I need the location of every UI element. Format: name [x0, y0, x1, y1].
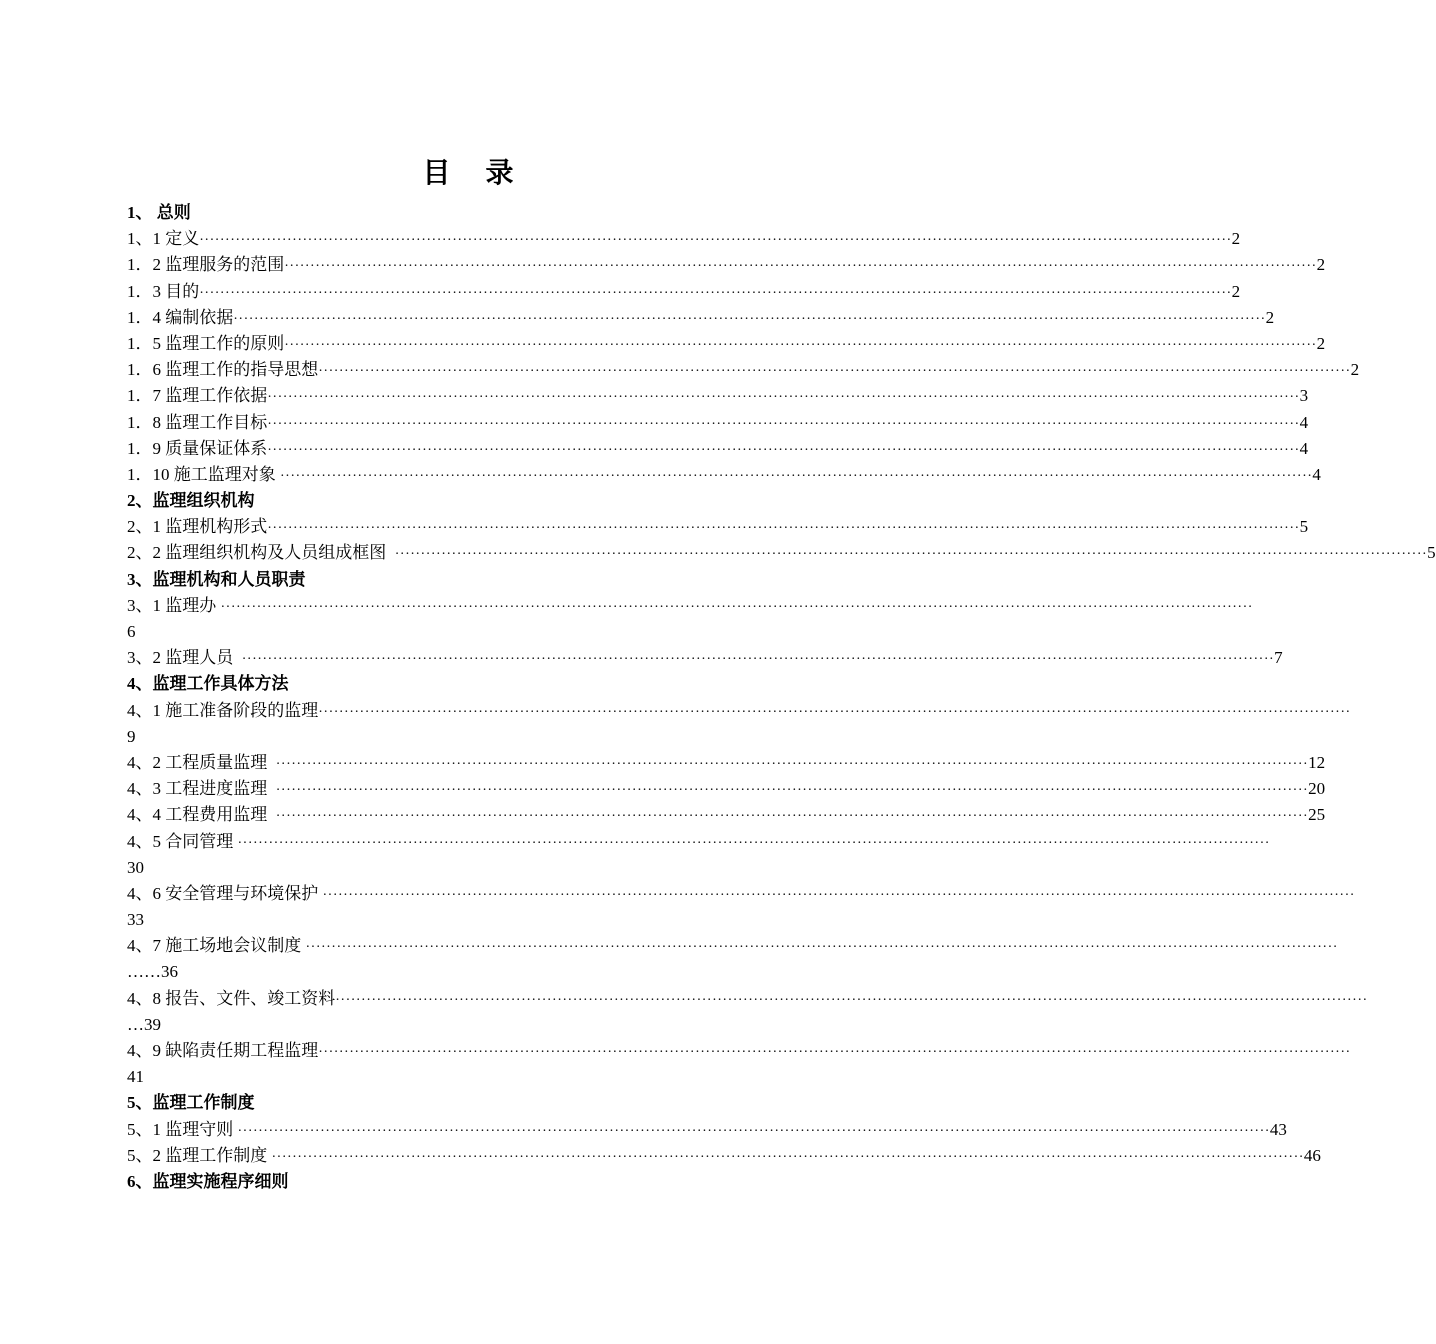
toc-entry-label: 1、1 定义 [127, 229, 200, 249]
toc-entry-label: 4、7 施工场地会议制度 [127, 936, 306, 956]
toc-entry [127, 226, 1241, 252]
toc-page-number: 7 [1274, 648, 1283, 668]
toc-leader-dots: ········································································································································································································ [305, 940, 1338, 956]
toc-leader-dots: ········································································································································································································ [318, 364, 1351, 380]
toc-leader-dots: ········································································································································································································ [275, 756, 1309, 772]
toc-entry [127, 514, 1309, 540]
toc-entry-label: 3、2 监理人员 [127, 648, 242, 668]
toc-entry [127, 279, 1241, 305]
toc-continuation: 41 [127, 1067, 144, 1087]
toc-entry [127, 1117, 1287, 1143]
toc-page-number: 25 [1308, 805, 1326, 825]
toc-heading: 1、 总则 [127, 203, 191, 222]
toc-leader-dots: ········································································································································································································ [322, 887, 1355, 903]
toc-entry [127, 1143, 1321, 1169]
toc-entry-label: 1．10 施工监理对象 [127, 464, 280, 484]
toc-continuation: 9 [127, 726, 136, 746]
toc-entry [127, 933, 1338, 959]
toc-continuation: 6 [127, 622, 136, 641]
toc-entry [127, 305, 1275, 331]
toc-page-number: 43 [1269, 1119, 1287, 1139]
toc-page-number: 46 [1303, 1145, 1321, 1165]
toc-entry-label: 5、2 监理工作制度 [127, 1145, 272, 1165]
toc-entry-label: 2、1 监理机构形式 [127, 517, 268, 537]
toc-page-number: 4 [1299, 412, 1309, 432]
toc-entry-label: 4、3 工程进度监理 [127, 779, 276, 799]
toc-heading: 2、监理组织机构 [127, 491, 255, 511]
toc-entry-label: 1．7 监理工作依据 [127, 386, 268, 406]
toc-page-number: 2 [1316, 333, 1326, 353]
toc-entry-label: 1．8 监理工作目标 [127, 412, 268, 432]
toc-leader-dots: ········································································································································································································ [220, 599, 1253, 615]
toc-entry [127, 410, 1309, 436]
toc-entry [127, 698, 1351, 724]
toc-entry-label: 5、1 监理守则 [127, 1119, 238, 1139]
toc-entry-label: 4、6 安全管理与环境保护 [127, 883, 323, 903]
toc-page-number: 20 [1308, 779, 1326, 799]
toc-leader-dots: ········································································································································································································ [275, 783, 1309, 799]
toc-leader-dots: ········································································································································································································ [199, 233, 1232, 249]
toc-leader-dots: ········································································································································································································ [199, 285, 1232, 301]
toc-page-number: 2 [1231, 281, 1241, 301]
toc-entry-label: 3、1 监理办 [127, 595, 221, 615]
toc-heading: 4、监理工作具体方法 [127, 674, 289, 694]
toc-entry [127, 357, 1360, 383]
toc-leader-dots: ········································································································································································································ [275, 809, 1309, 825]
toc-entry [127, 881, 1355, 907]
toc-continuation: …39 [127, 1014, 161, 1034]
table-of-contents [127, 200, 1436, 1195]
toc-entry-label: 1．5 监理工作的原则 [127, 333, 285, 353]
toc-entry-label: 1．6 监理工作的指导思想 [127, 360, 319, 380]
toc-page-number: 5 [1427, 543, 1436, 563]
toc-entry-label: 4、8 报告、文件、竣工资料 [127, 988, 336, 1008]
toc-leader-dots: ········································································································································································································ [237, 1123, 1270, 1139]
toc-leader-dots: ········································································································································································································ [318, 704, 1351, 720]
toc-leader-dots: ········································································································································································································ [241, 652, 1275, 668]
toc-continuation: ……36 [127, 962, 178, 982]
toc-leader-dots: ········································································································································································································ [394, 547, 1428, 563]
toc-entry [127, 829, 1270, 855]
toc-leader-dots: ········································································································································································································ [237, 835, 1270, 851]
toc-entry-label: 2、2 监理组织机构及人员组成框图 [127, 543, 395, 563]
toc-entry [127, 331, 1326, 357]
toc-entry-label: 1．2 监理服务的范围 [127, 255, 285, 275]
toc-entry [127, 986, 1368, 1012]
toc-heading: 5、监理工作制度 [127, 1093, 255, 1113]
toc-entry [127, 252, 1326, 278]
toc-entry [127, 776, 1326, 802]
page-title: 目 录 [422, 158, 528, 189]
toc-leader-dots: ········································································································································································································ [284, 337, 1317, 353]
toc-page-number: 5 [1299, 517, 1309, 537]
toc-heading: 3、监理机构和人员职责 [127, 569, 306, 589]
toc-entry-label: 4、1 施工准备阶段的监理 [127, 700, 319, 720]
toc-entry-label: 1．9 质量保证体系 [127, 438, 268, 458]
toc-entry-label: 1．4 编制依据 [127, 307, 234, 327]
toc-heading: 6、监理实施程序细则 [127, 1171, 289, 1191]
toc-leader-dots: ········································································································································································································ [318, 1045, 1351, 1060]
toc-entry [127, 750, 1326, 776]
toc-leader-dots: ········································································································································································································ [271, 1149, 1304, 1165]
toc-entry-label: 4、9 缺陷责任期工程监理 [127, 1041, 319, 1060]
toc-page-number: 12 [1308, 752, 1326, 772]
toc-page-number: 2 [1350, 360, 1360, 380]
toc-page-number: 4 [1299, 438, 1309, 458]
toc-page-number: 3 [1299, 386, 1309, 406]
toc-entry [127, 1038, 1351, 1064]
toc-leader-dots: ········································································································································································································ [267, 442, 1300, 458]
toc-page-number: 4 [1312, 464, 1321, 484]
toc-entry-label: 4、4 工程费用监理 [127, 805, 276, 825]
toc-leader-dots: ········································································································································································································ [233, 311, 1266, 327]
toc-entry [127, 383, 1309, 409]
toc-entry [127, 593, 1253, 619]
toc-entry [127, 436, 1309, 462]
toc-leader-dots: ········································································································································································································ [267, 390, 1300, 406]
toc-leader-dots: ········································································································································································································ [267, 416, 1300, 432]
toc-entry-label: 4、2 工程质量监理 [127, 752, 276, 772]
toc-leader-dots: ········································································································································································································ [267, 521, 1300, 537]
toc-entry [127, 802, 1326, 828]
toc-leader-dots: ········································································································································································································ [335, 992, 1368, 1008]
toc-leader-dots: ········································································································································································································ [280, 468, 1313, 484]
toc-page-number: 2 [1316, 255, 1326, 275]
toc-entry-label: 1．3 目的 [127, 281, 200, 301]
toc-entry-label: 4、5 合同管理 [127, 831, 238, 851]
toc-entry [127, 540, 1436, 566]
toc-leader-dots: ········································································································································································································ [284, 259, 1317, 275]
toc-continuation: 33 [127, 910, 144, 930]
toc-continuation: 30 [127, 857, 144, 877]
toc-page-number: 2 [1231, 229, 1241, 249]
toc-entry [127, 645, 1283, 671]
toc-entry [127, 462, 1321, 488]
toc-page-number: 2 [1265, 307, 1275, 327]
